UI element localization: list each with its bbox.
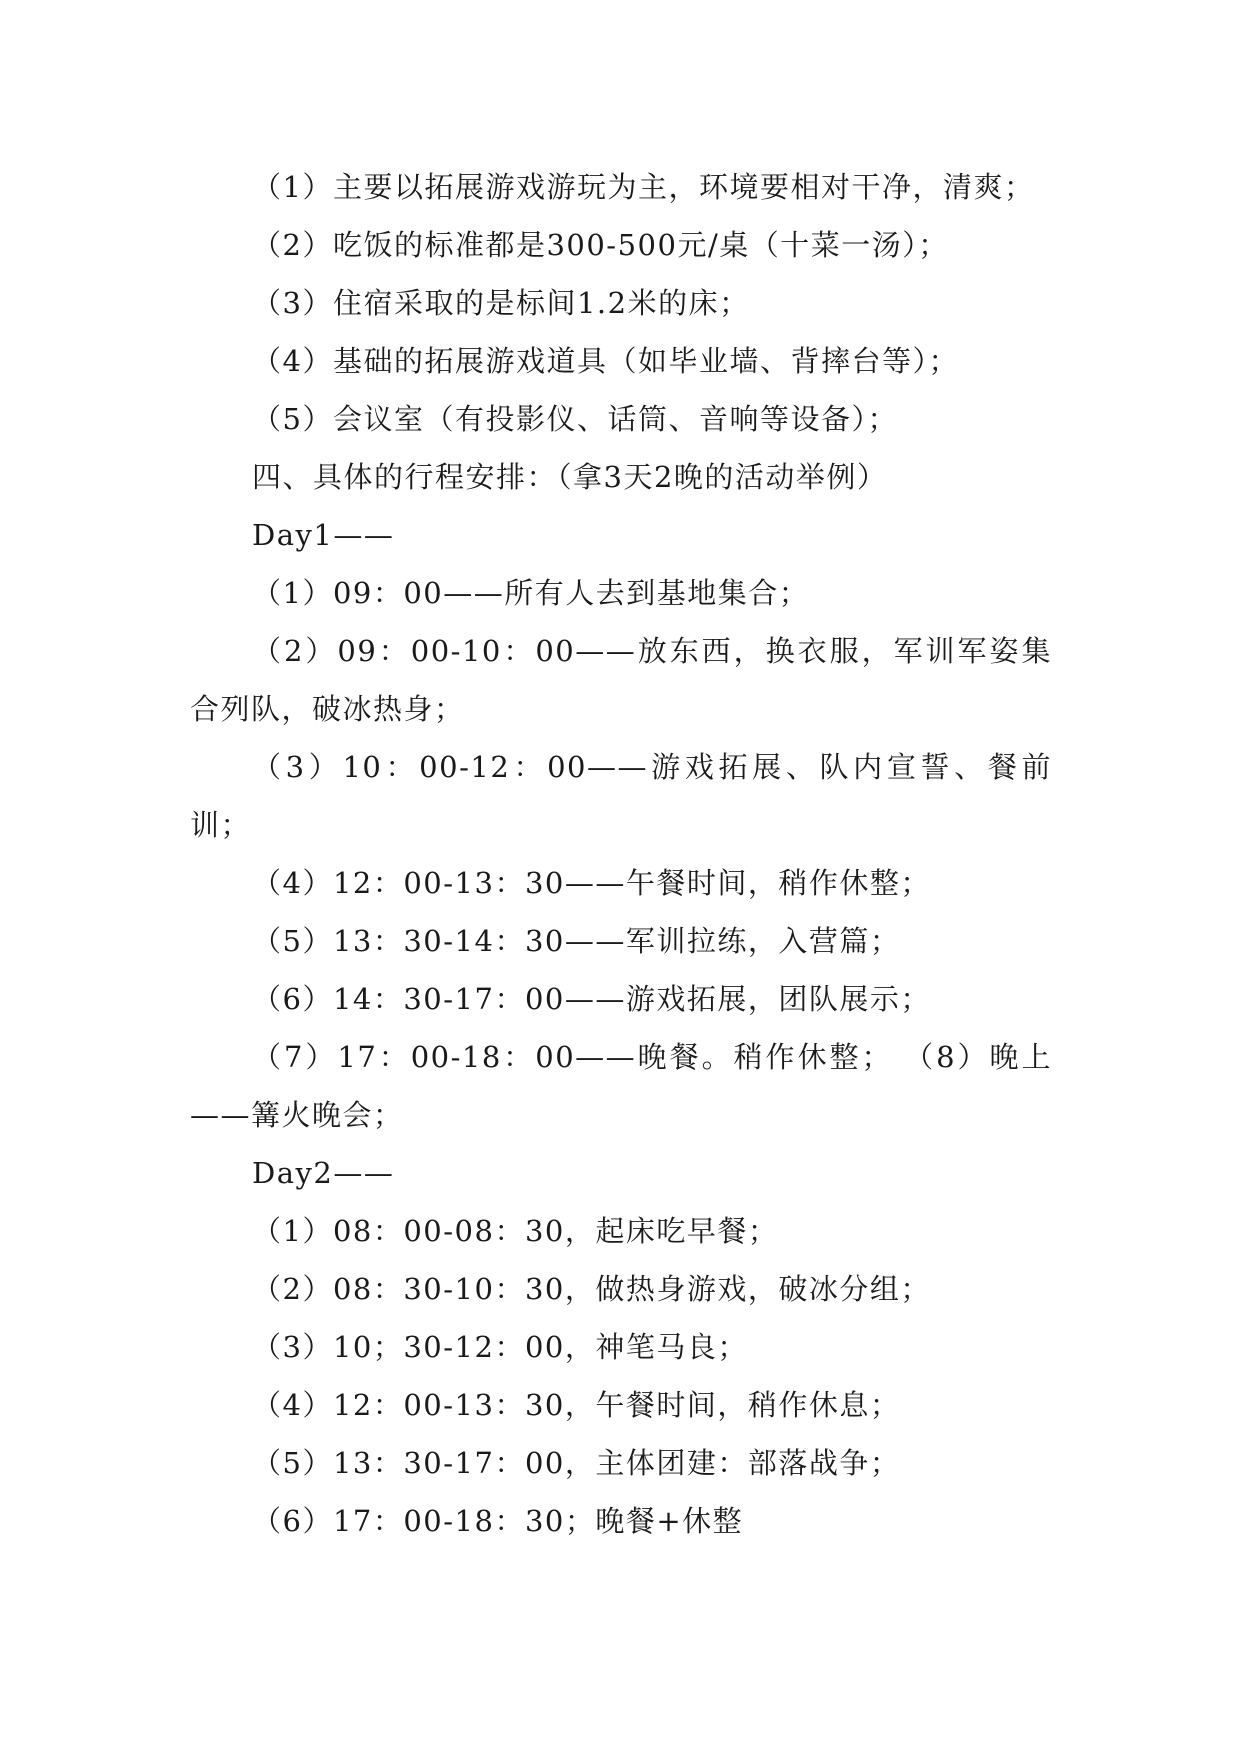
schedule-item: （6）14：30-17：00——游戏拓展，团队展示； [252, 982, 931, 1016]
schedule-item: （3）10：00-12：00——游戏拓展、队内宣誓、餐前训； [190, 750, 1052, 842]
day-heading-2: Day2—— [252, 1156, 395, 1190]
schedule-item: （6）17：00-18：30；晚餐+休整 [252, 1504, 744, 1538]
schedule-item: （1）08：00-08：30，起床吃早餐； [252, 1214, 779, 1248]
paragraph-item-3: （3）住宿采取的是标间1.2米的床； [252, 286, 750, 320]
paragraph-item-1: （1）主要以拓展游戏游玩为主，环境要相对干净，清爽； [252, 170, 1035, 204]
schedule-item: （7）17：00-18：00——晚餐。稍作休整； （8）晚上——篝火晚会； [190, 1040, 1052, 1132]
schedule-item: （4）12：00-13：30，午餐时间，稍作休息； [252, 1388, 901, 1422]
schedule-item: （3）10；30-12：00，神笔马良； [252, 1330, 748, 1364]
paragraph-item-5: （5）会议室（有投影仪、话筒、音响等设备）； [252, 402, 898, 436]
schedule-item: （2）08：30-10：30，做热身游戏，破冰分组； [252, 1272, 931, 1306]
day-heading-1: Day1—— [252, 518, 395, 552]
section-heading: 四、具体的行程安排：（拿3天2晚的活动举例） [252, 460, 888, 494]
schedule-item: （4）12：00-13：30——午餐时间，稍作休整； [252, 866, 931, 900]
schedule-item: （2）09：00-10：00——放东西，换衣服，军训军姿集合列队，破冰热身； [190, 634, 1052, 726]
document-body [190, 158, 1052, 1550]
schedule-item: （5）13：30-17：00，主体团建：部落战争； [252, 1446, 901, 1480]
paragraph-item-4: （4）基础的拓展游戏道具（如毕业墙、背摔台等）； [252, 344, 959, 378]
schedule-item: （1）09：00——所有人去到基地集合； [252, 576, 810, 610]
paragraph-item-2: （2）吃饭的标准都是300-500元/桌（十菜一汤）； [252, 228, 949, 262]
schedule-item: （5）13：30-14：30——军训拉练，入营篇； [252, 924, 901, 958]
